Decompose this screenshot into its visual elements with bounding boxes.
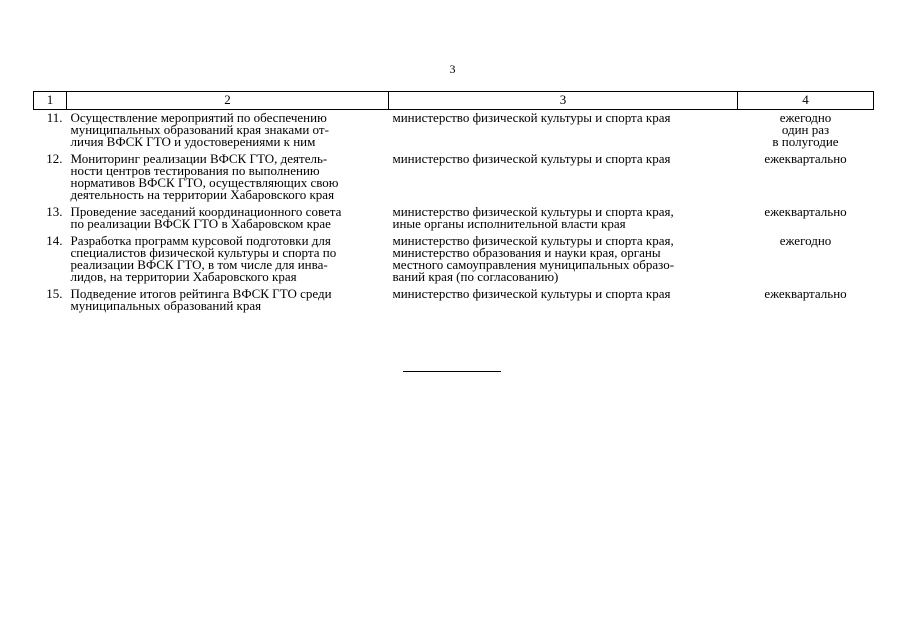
row-number: 12.: [46, 151, 63, 166]
executor-cell-line: министерство физической культуры и спорта края,: [392, 233, 674, 248]
row-number: 14.: [46, 233, 63, 248]
executor-cell-line: ваний края (по согласованию): [392, 269, 559, 284]
event-cell: [67, 233, 389, 286]
executor-cell-line: иные органы исполнительной власти края: [392, 216, 626, 231]
events-table: [33, 91, 874, 315]
period-cell: [738, 110, 874, 152]
event-cell-line: лидов, на территории Хабаровского края: [70, 269, 297, 284]
period-cell-line: ежеквартально: [764, 204, 847, 219]
executor-cell-line: министерство образования и науки края, органы: [392, 245, 661, 260]
event-cell-line: Разработка программ курсовой подготовки для: [70, 233, 331, 248]
executor-cell-line: министерство физической культуры и спорта края: [392, 286, 671, 301]
event-cell-line: Мониторинг реализации ВФСК ГТО, деятель-: [70, 151, 328, 166]
executor-cell: [389, 151, 738, 204]
table-row: [34, 204, 874, 233]
executor-cell-line: министерство физической культуры и спорта края: [392, 110, 671, 125]
event-cell-line: нормативов ВФСК ГТО, осуществляющих свою: [70, 175, 339, 190]
period-cell: [738, 286, 874, 315]
period-cell-line: один раз: [781, 122, 830, 137]
period-cell-line: ежегодно: [779, 233, 832, 248]
table-header: [34, 92, 874, 110]
event-cell-line: ности центров тестирования по выполнению: [70, 163, 320, 178]
event-cell: [67, 204, 389, 233]
event-cell-line: Подведение итогов рейтинга ВФСК ГТО среди: [70, 286, 332, 301]
event-cell-line: реализации ВФСК ГТО, в том числе для инва-: [70, 257, 328, 272]
executor-cell-line: министерство физической культуры и спорта края,: [392, 204, 674, 219]
period-cell-line: ежеквартально: [764, 286, 847, 301]
event-cell-line: по реализации ВФСК ГТО в Хабаровском крае: [70, 216, 331, 231]
period-cell: [738, 233, 874, 286]
row-number: 11.: [46, 110, 63, 125]
executor-cell: [389, 110, 738, 152]
event-cell-line: специалистов физической культуры и спорта по: [70, 245, 337, 260]
event-cell-line: муниципальных образований края знаками от-: [70, 122, 329, 137]
period-cell: [738, 204, 874, 233]
table-row: [34, 151, 874, 204]
executor-cell-line: министерство физической культуры и спорта края: [392, 151, 671, 166]
executor-cell-line: местного самоуправления муниципальных образо-: [392, 257, 675, 272]
event-cell-line: личия ВФСК ГТО и удостоверениями к ним: [70, 134, 316, 149]
header-col-4: 4: [738, 92, 874, 110]
period-cell-line: в полугодие: [772, 134, 839, 149]
header-col-2: 2: [67, 92, 389, 110]
row-number: 13.: [46, 204, 63, 219]
table-row: [34, 110, 874, 152]
period-cell: [738, 151, 874, 204]
event-cell-line: Осуществление мероприятий по обеспечению: [70, 110, 327, 125]
header-col-3: 3: [389, 92, 738, 110]
page-number: 3: [449, 62, 456, 76]
header-col-1: 1: [34, 92, 67, 110]
table-row: [34, 286, 874, 315]
period-cell-line: ежегодно: [779, 110, 832, 125]
event-cell-line: Проведение заседаний координационного совета: [70, 204, 342, 219]
executor-cell: [389, 286, 738, 315]
event-cell: [67, 286, 389, 315]
event-cell: [67, 151, 389, 204]
table-body: [34, 110, 874, 316]
event-cell-line: деятельность на территории Хабаровского края: [70, 187, 335, 202]
event-cell: [67, 110, 389, 152]
executor-cell: [389, 204, 738, 233]
executor-cell: [389, 233, 738, 286]
end-divider: [403, 371, 501, 372]
event-cell-line: муниципальных образований края: [70, 298, 262, 313]
period-cell-line: ежеквартально: [764, 151, 847, 166]
row-number: 15.: [46, 286, 63, 301]
table-row: [34, 233, 874, 286]
